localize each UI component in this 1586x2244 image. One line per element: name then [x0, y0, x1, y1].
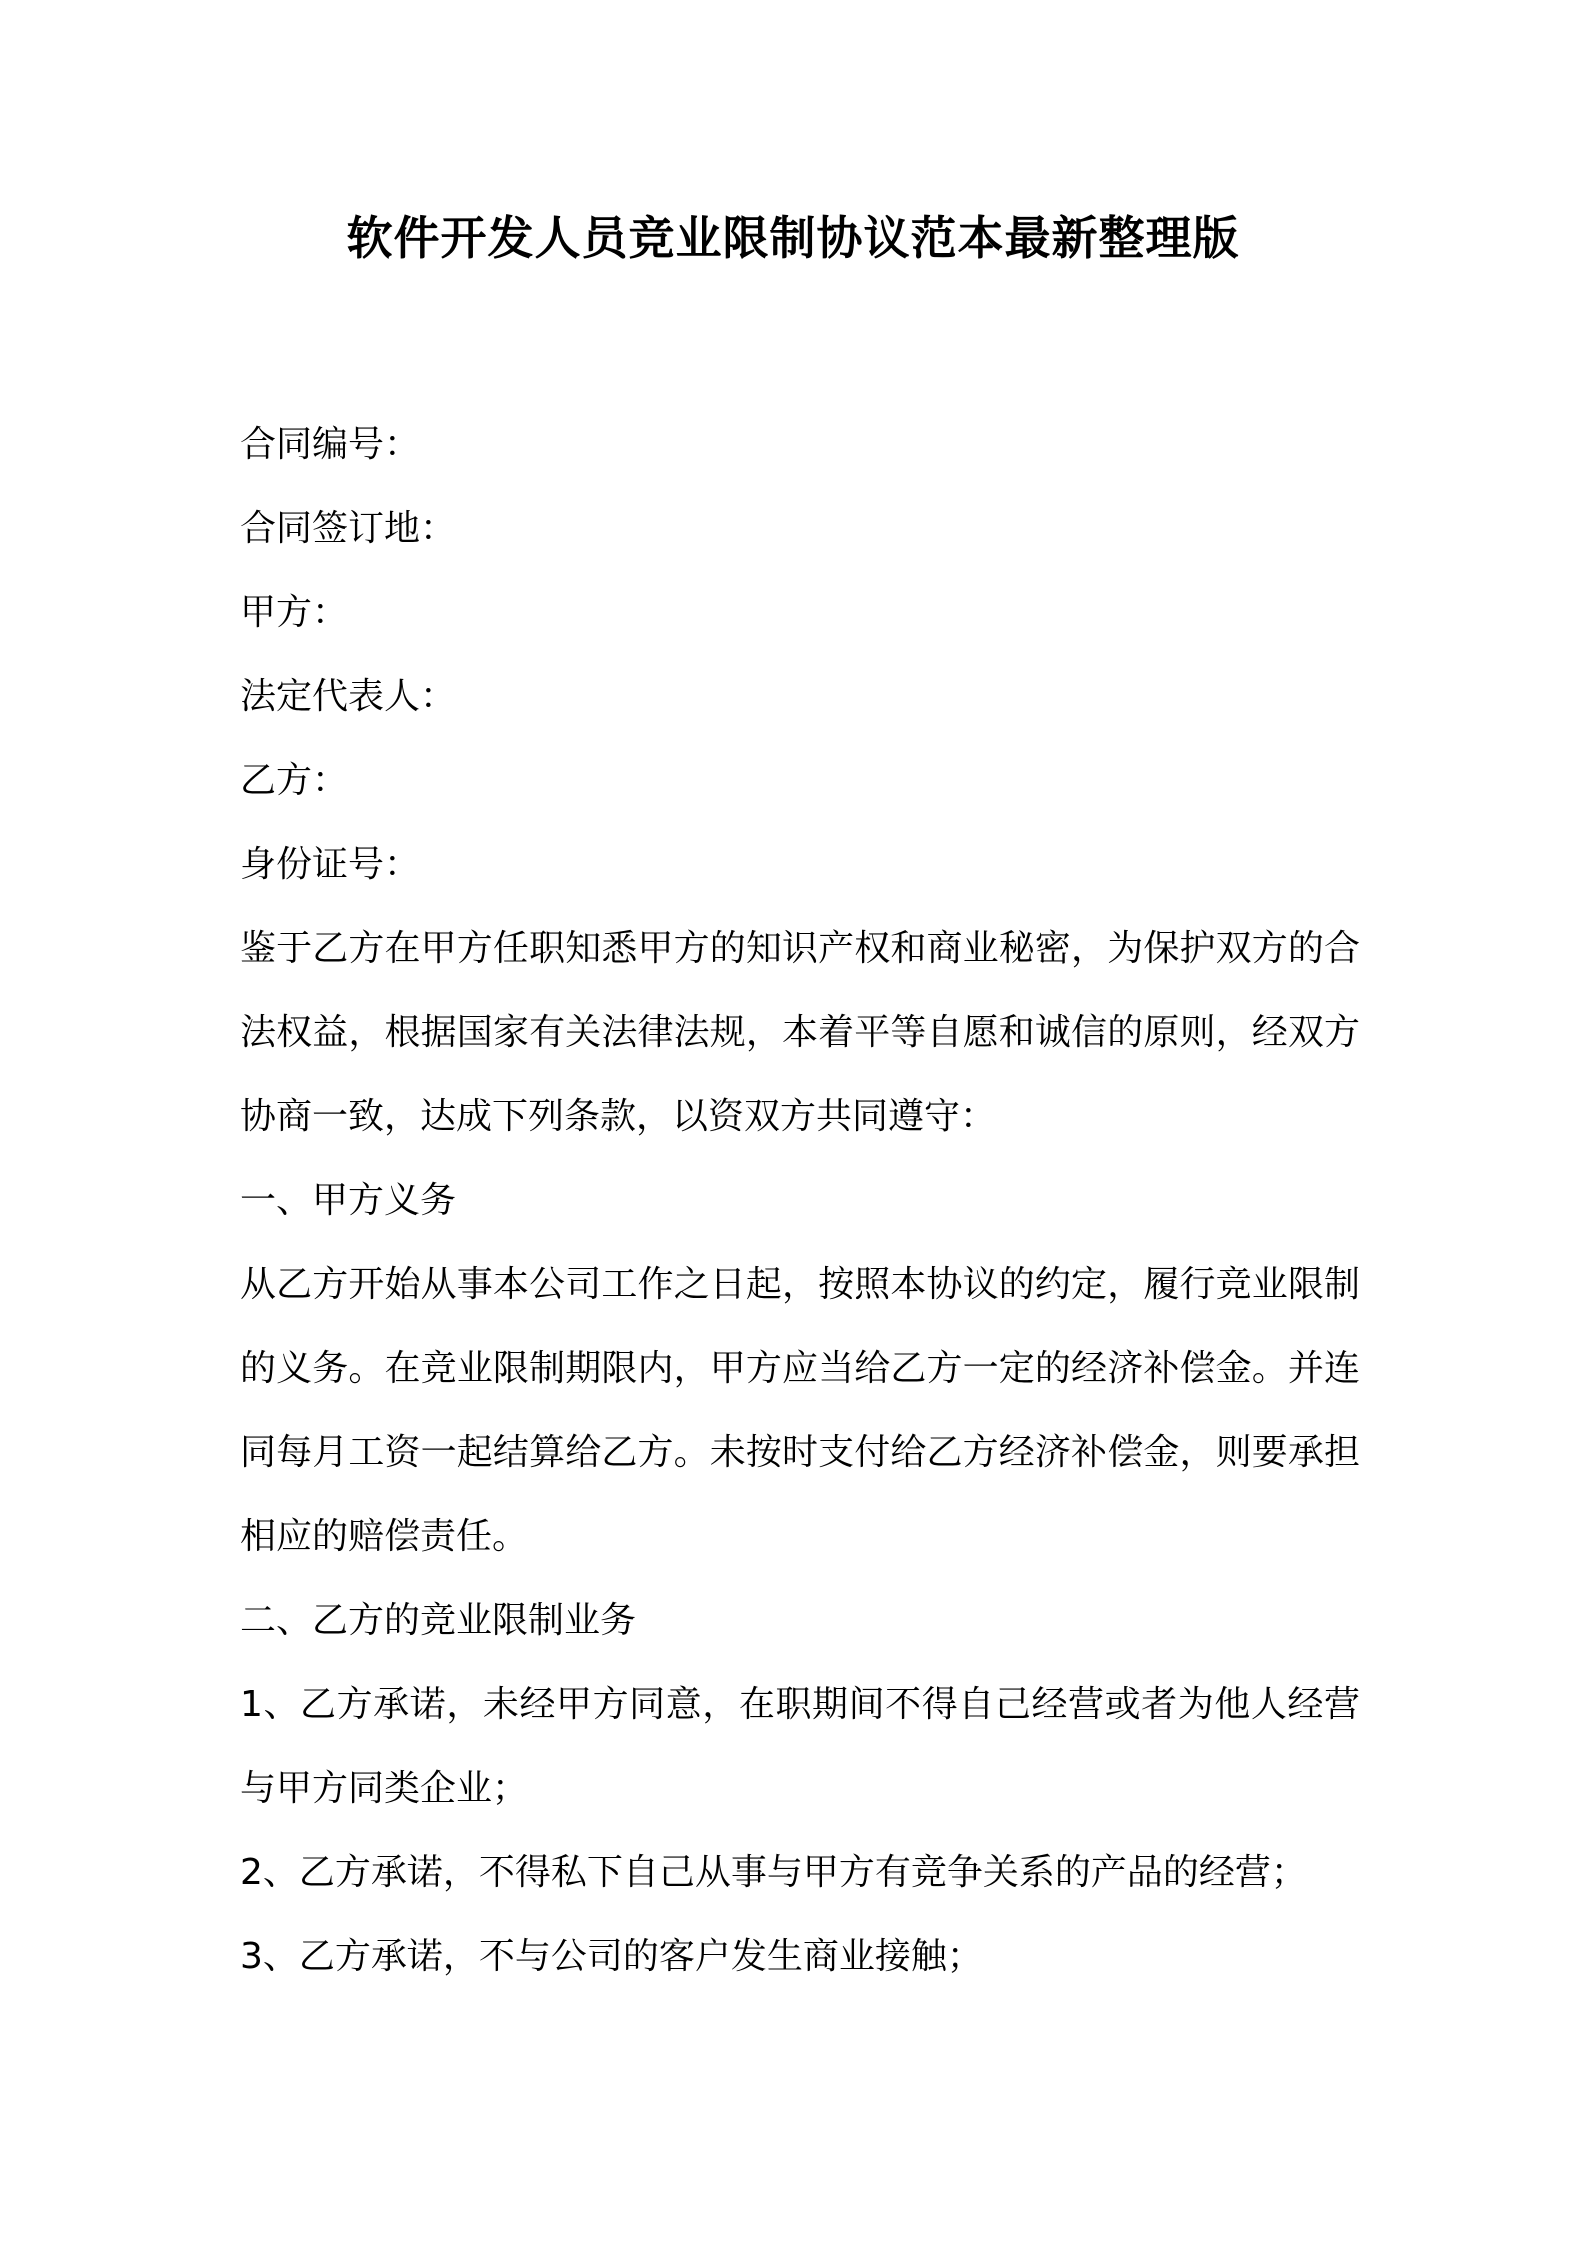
section-1-heading: 一、甲方义务 [240, 1180, 457, 1221]
sign-place-field: 合同签订地： [240, 508, 457, 549]
section-2-heading: 二、乙方的竞业限制业务 [240, 1600, 637, 1641]
document-body [240, 403, 1360, 1999]
party-b-field: 乙方： [240, 760, 349, 801]
id-number-field: 身份证号： [240, 844, 421, 885]
party-a-field: 甲方： [240, 592, 349, 633]
section-2-item-1: 1、乙方承诺，未经甲方同意，在职期间不得自己经营或者为他人经营与甲方同类企业； [240, 1684, 1360, 1809]
preamble-paragraph: 鉴于乙方在甲方任职知悉甲方的知识产权和商业秘密，为保护双方的合法权益，根据国家有关法律法规，本着平等自愿和诚信的原则，经双方协商一致，达成下列条款，以资双方共同遵守： [240, 928, 1360, 1137]
contract-number-field: 合同编号： [240, 424, 421, 465]
document-title: 软件开发人员竞业限制协议范本最新整理版 [346, 211, 1240, 265]
section-2-item-3: 3、乙方承诺，不与公司的客户发生商业接触； [240, 1936, 983, 1977]
section-2-item-2: 2、乙方承诺，不得私下自己从事与甲方有竞争关系的产品的经营； [240, 1852, 1307, 1893]
section-1-paragraph: 从乙方开始从事本公司工作之日起，按照本协议的约定，履行竞业限制的义务。在竞业限制期限内，甲方应当给乙方一定的经济补偿金。并连同每月工资一起结算给乙方。未按时支付给乙方经济补偿金，则要承担相应的赔偿责任。 [240, 1264, 1360, 1557]
legal-representative-field: 法定代表人： [240, 676, 457, 717]
